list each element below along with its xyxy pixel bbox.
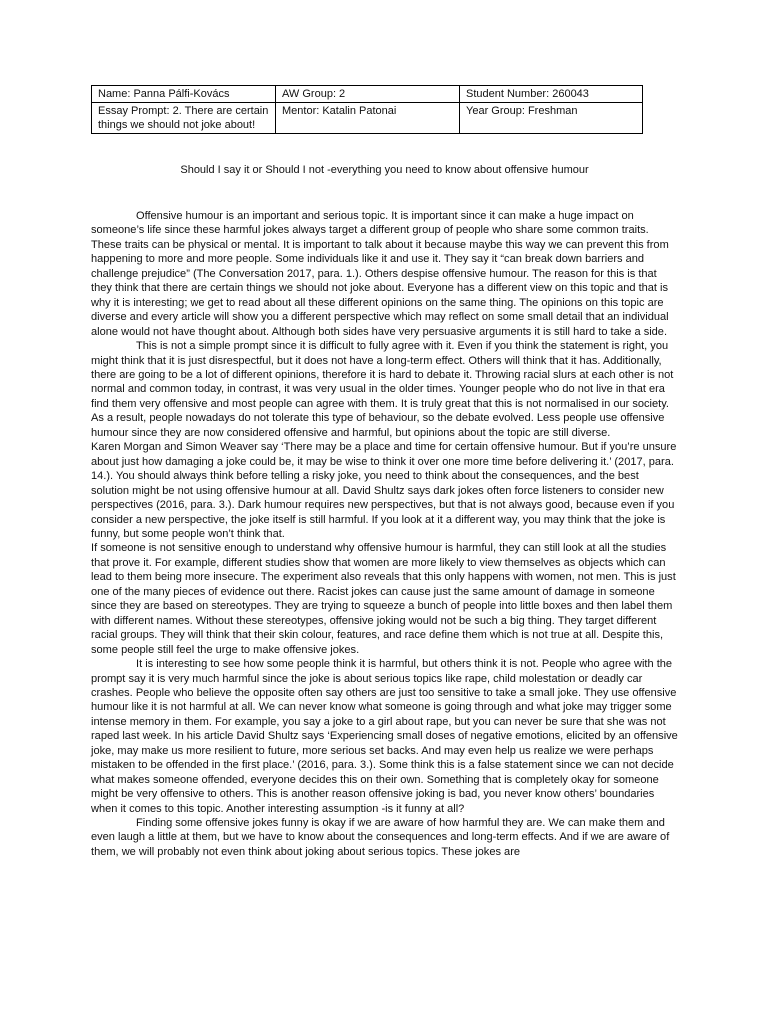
mentor-cell: Mentor: Katalin Patonai [276,103,460,134]
paragraph-5: It is interesting to see how some people think it is harmful, but others think it is not. People who agree with the prompt say it is very much harmful since the joke is about serious topics like rape, child molestation or deadly car crashes. People who believe the opposite often say others are just too sensitive to take a small joke. They use offensive humour like it is not harmful at all. We can never know what someone is going through and what joke may trigger some intense memory in them. For example, you say a joke to a girl about rape, but you can never be sure that she was not raped last week. In his article David Shultz says ‘Experiencing small doses of negative emotions, elicited by an offensive joke, may make us more resilient to future, more serious set backs. And may even help us realize we were perhaps mistaken to be offended in the first place.’ (2016, para. 3.). Some think this is a false statement since we can not decide what makes someone offended, everyone decides this on their own. Something that is completely okay for someone might be very offensive to others. This is another reason offensive joking is bad, you never know others’ boundaries when it comes to this topic. Another interesting assumption -is it funny at all? [91,658,678,815]
student-name-cell: Name: Panna Pálfi-Kovács [92,86,276,103]
paragraph-3: Karen Morgan and Simon Weaver say ‘There may be a place and time for certain offensive humour. But if you’re unsure about just how damaging a joke could be, it may be wise to think it over one more time before delivering it.’ (2017, para. 14.). You should always think before telling a risky joke, you need to think about the consequences, and the best solution might be not using offensive humour at all. David Shultz says dark jokes often force listeners to consider new perspectives (2016, para. 3.). Dark humour requires new perspectives, but that is not always good, because even if you consider a new perspective, the joke itself is still harmful. If you look at it a different way, you may think that the joke is funny, but some people won’t think that. [91,441,677,540]
student-info-table [91,85,643,134]
student-number-cell: Student Number: 260043 [460,86,643,103]
aw-group-cell: AW Group: 2 [276,86,460,103]
paragraph-1: Offensive humour is an important and serious topic. It is important since it can make a huge impact on someone’s life since these harmful jokes always target a different group of people who share some common traits. These traits can be physical or mental. It is important to talk about it because maybe this way we can prevent this from happening to more and more people. Some individuals like it and use it. They say it “can break down barriers and challenge prejudice” (The Conversation 2017, para. 1.). Others despise offensive humour. The reason for this is that they think that there are certain things we should not joke about. Everyone has a different view on this topic and that is why it is interesting; we get to read about all these different opinions on the same thing. The opinions on this topic are diverse and every article will show you a different perspective which may reflect on some small detail that an individual alone would not have thought about. Although both sides have very persuasive arguments it is still hard to take a side. [91,210,669,338]
paragraph-4: If someone is not sensitive enough to understand why offensive humour is harmful, they can still look at all the studies that prove it. For example, different studies show that women are more likely to view themselves as objects which can lead to them being more insecure. The experiment also reveals that this only happens with women, not men. This is just one of the many pieces of evidence out there. Racist jokes can cause just the same amount of damage in someone since they are based on stereotypes. They are trying to squeeze a bunch of people into little boxes and then label them with different names. Without these stereotypes, offensive joking would not be such a big thing. They target different racial groups. They will think that their skin colour, features, and race define them which is not true at all. Despite this, some people still feel the urge to make offensive jokes. [91,542,676,656]
info-row-1 [92,86,643,103]
essay-prompt-cell: Essay Prompt: 2. There are certain things we should not joke about! [92,103,276,134]
year-group-cell: Year Group: Freshman [460,103,643,134]
paragraph-6: Finding some offensive jokes funny is okay if we are aware of how harmful they are. We can make them and even laugh a little at them, but we have to know about the consequences and long-term effects. And if we are aware of them, we will probably not even think about joking about serious topics. These jokes are [91,817,670,858]
essay-body [91,209,678,859]
info-row-2 [92,103,643,134]
essay-title: Should I say it or Should I not -everything you need to know about offensive humour [180,164,589,176]
paragraph-2: This is not a simple prompt since it is difficult to fully agree with it. Even if you think the statement is right, you might think that it is just disrespectful, but it does not have a long-term effect. Others will think that it has. Additionally, there are going to be a lot of different opinions, therefore it is hard to debate it. Throwing racial slurs at each other is not normal and common today, in contrast, it was very usual in the older times. Younger people who do not live in that era find them very offensive and most people can agree with them. It is truly great that this is not normalised in our society. As a result, people nowadays do not tolerate this type of behaviour, so the debate evolved. Less people use offensive humour since they are now considered offensive and harmful, but opinions about the topic are still diverse. [91,340,674,439]
